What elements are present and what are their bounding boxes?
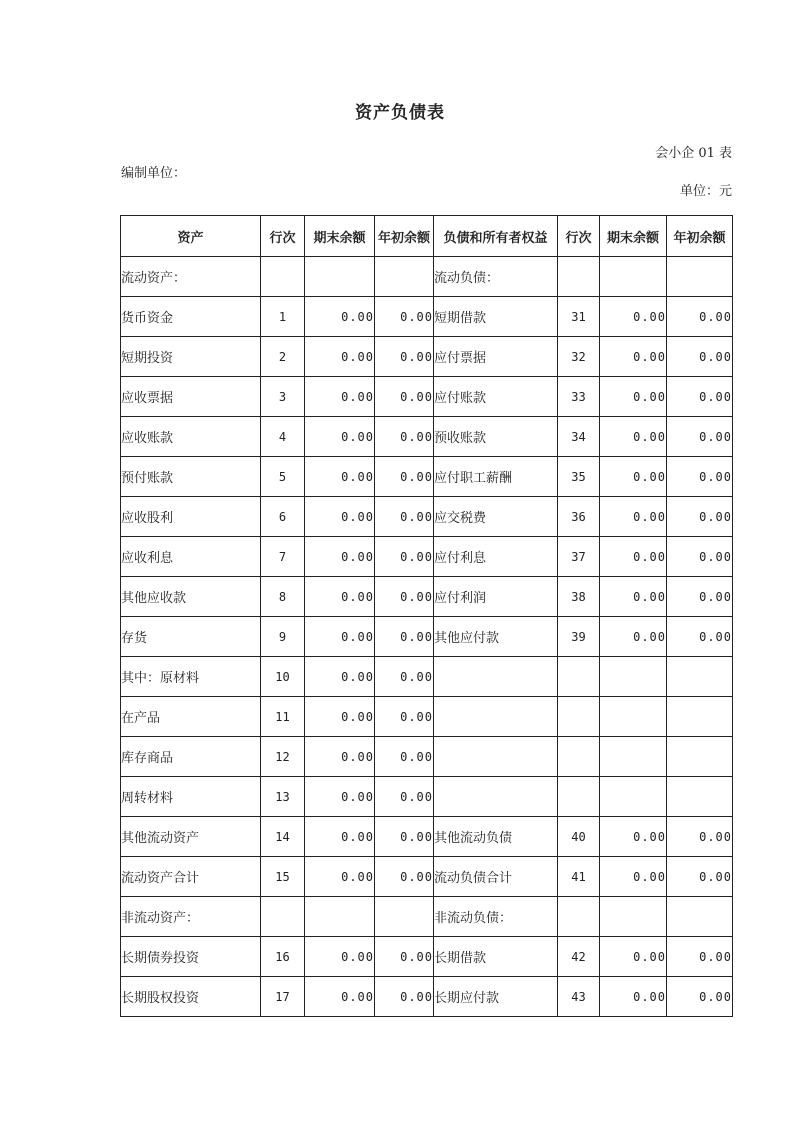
asset-name-cell: 应收股利 xyxy=(121,497,261,537)
asset-row-no-cell: 17 xyxy=(261,977,305,1017)
asset-name-cell: 预付账款 xyxy=(121,457,261,497)
liability-begin-balance-cell: 0.00 xyxy=(667,857,733,897)
liability-name-cell: 应付职工薪酬 xyxy=(434,457,558,497)
liability-row-no-cell xyxy=(558,897,600,937)
liability-row-no-cell: 35 xyxy=(558,457,600,497)
asset-end-balance-cell: 0.00 xyxy=(305,337,375,377)
liability-begin-balance-cell: 0.00 xyxy=(667,817,733,857)
asset-end-balance-cell: 0.00 xyxy=(305,537,375,577)
table-body xyxy=(121,257,733,1017)
asset-name-cell: 其他流动资产 xyxy=(121,817,261,857)
asset-begin-balance-cell: 0.00 xyxy=(375,817,434,857)
liability-end-balance-cell: 0.00 xyxy=(600,817,667,857)
liability-end-balance-cell: 0.00 xyxy=(600,537,667,577)
asset-row-no-cell: 11 xyxy=(261,697,305,737)
liability-name-cell: 非流动负债： xyxy=(434,897,558,937)
liability-begin-balance-cell: 0.00 xyxy=(667,417,733,457)
header-asset: 资产 xyxy=(121,216,261,257)
table-row xyxy=(121,657,733,697)
asset-name-cell: 流动资产合计 xyxy=(121,857,261,897)
asset-name-cell: 其他应收款 xyxy=(121,577,261,617)
asset-name-cell: 其中：原材料 xyxy=(121,657,261,697)
liability-row-no-cell: 39 xyxy=(558,617,600,657)
liability-name-cell: 应付利润 xyxy=(434,577,558,617)
liability-name-cell xyxy=(434,777,558,817)
asset-row-no-cell: 5 xyxy=(261,457,305,497)
asset-row-no-cell: 6 xyxy=(261,497,305,537)
asset-name-cell: 非流动资产： xyxy=(121,897,261,937)
asset-begin-balance-cell: 0.00 xyxy=(375,857,434,897)
liability-row-no-cell: 36 xyxy=(558,497,600,537)
form-code: 会小企 01 表 xyxy=(655,146,732,161)
liability-begin-balance-cell xyxy=(667,777,733,817)
liability-row-no-cell xyxy=(558,777,600,817)
asset-end-balance-cell xyxy=(305,257,375,297)
asset-end-balance-cell: 0.00 xyxy=(305,737,375,777)
liability-end-balance-cell xyxy=(600,257,667,297)
asset-begin-balance-cell: 0.00 xyxy=(375,577,434,617)
liability-end-balance-cell xyxy=(600,697,667,737)
table-row xyxy=(121,377,733,417)
table-row xyxy=(121,697,733,737)
asset-begin-balance-cell: 0.00 xyxy=(375,537,434,577)
liability-row-no-cell: 40 xyxy=(558,817,600,857)
asset-name-cell: 存货 xyxy=(121,617,261,657)
asset-end-balance-cell: 0.00 xyxy=(305,697,375,737)
balance-sheet-table xyxy=(120,215,733,1017)
asset-row-no-cell: 14 xyxy=(261,817,305,857)
table-row xyxy=(121,977,733,1017)
asset-name-cell: 周转材料 xyxy=(121,777,261,817)
asset-name-cell: 应收账款 xyxy=(121,417,261,457)
table-row xyxy=(121,617,733,657)
asset-begin-balance-cell: 0.00 xyxy=(375,777,434,817)
liability-begin-balance-cell: 0.00 xyxy=(667,977,733,1017)
liability-name-cell: 其他应付款 xyxy=(434,617,558,657)
asset-row-no-cell: 9 xyxy=(261,617,305,657)
liability-row-no-cell: 41 xyxy=(558,857,600,897)
liability-end-balance-cell: 0.00 xyxy=(600,377,667,417)
header-begin-balance: 年初余额 xyxy=(375,216,434,257)
liability-row-no-cell: 42 xyxy=(558,937,600,977)
page-title: 资产负债表 xyxy=(355,103,445,123)
liability-begin-balance-cell: 0.00 xyxy=(667,617,733,657)
asset-end-balance-cell: 0.00 xyxy=(305,977,375,1017)
liability-begin-balance-cell: 0.00 xyxy=(667,377,733,417)
asset-begin-balance-cell: 0.00 xyxy=(375,377,434,417)
asset-begin-balance-cell xyxy=(375,257,434,297)
liability-name-cell xyxy=(434,697,558,737)
liability-end-balance-cell: 0.00 xyxy=(600,457,667,497)
liability-begin-balance-cell: 0.00 xyxy=(667,457,733,497)
table-row xyxy=(121,297,733,337)
liability-end-balance-cell: 0.00 xyxy=(600,417,667,457)
asset-name-cell: 流动资产： xyxy=(121,257,261,297)
asset-row-no-cell: 4 xyxy=(261,417,305,457)
asset-begin-balance-cell: 0.00 xyxy=(375,657,434,697)
asset-end-balance-cell: 0.00 xyxy=(305,777,375,817)
asset-begin-balance-cell: 0.00 xyxy=(375,737,434,777)
asset-begin-balance-cell: 0.00 xyxy=(375,417,434,457)
asset-name-cell: 库存商品 xyxy=(121,737,261,777)
asset-end-balance-cell: 0.00 xyxy=(305,657,375,697)
asset-name-cell: 货币资金 xyxy=(121,297,261,337)
asset-row-no-cell: 10 xyxy=(261,657,305,697)
liability-name-cell: 应付票据 xyxy=(434,337,558,377)
liability-row-no-cell xyxy=(558,737,600,777)
asset-end-balance-cell: 0.00 xyxy=(305,497,375,537)
asset-begin-balance-cell xyxy=(375,897,434,937)
liability-row-no-cell: 34 xyxy=(558,417,600,457)
asset-row-no-cell: 8 xyxy=(261,577,305,617)
liability-begin-balance-cell: 0.00 xyxy=(667,537,733,577)
liability-row-no-cell: 43 xyxy=(558,977,600,1017)
header-begin-balance-2: 年初余额 xyxy=(667,216,733,257)
liability-row-no-cell xyxy=(558,697,600,737)
liability-name-cell: 长期应付款 xyxy=(434,977,558,1017)
liability-end-balance-cell: 0.00 xyxy=(600,977,667,1017)
liability-end-balance-cell xyxy=(600,737,667,777)
asset-row-no-cell: 2 xyxy=(261,337,305,377)
asset-row-no-cell xyxy=(261,897,305,937)
liability-begin-balance-cell: 0.00 xyxy=(667,337,733,377)
table-row xyxy=(121,817,733,857)
asset-row-no-cell: 3 xyxy=(261,377,305,417)
asset-name-cell: 短期投资 xyxy=(121,337,261,377)
liability-row-no-cell: 33 xyxy=(558,377,600,417)
asset-end-balance-cell: 0.00 xyxy=(305,617,375,657)
liability-begin-balance-cell xyxy=(667,657,733,697)
table-row xyxy=(121,417,733,457)
table-row xyxy=(121,337,733,377)
liability-row-no-cell xyxy=(558,657,600,697)
liability-begin-balance-cell: 0.00 xyxy=(667,937,733,977)
asset-end-balance-cell: 0.00 xyxy=(305,817,375,857)
asset-row-no-cell: 7 xyxy=(261,537,305,577)
asset-row-no-cell: 12 xyxy=(261,737,305,777)
liability-end-balance-cell: 0.00 xyxy=(600,617,667,657)
asset-name-cell: 应收票据 xyxy=(121,377,261,417)
table-row xyxy=(121,457,733,497)
asset-end-balance-cell: 0.00 xyxy=(305,297,375,337)
asset-row-no-cell: 15 xyxy=(261,857,305,897)
asset-name-cell: 长期债券投资 xyxy=(121,937,261,977)
liability-row-no-cell xyxy=(558,257,600,297)
liability-begin-balance-cell xyxy=(667,897,733,937)
asset-row-no-cell xyxy=(261,257,305,297)
asset-end-balance-cell: 0.00 xyxy=(305,577,375,617)
asset-begin-balance-cell: 0.00 xyxy=(375,697,434,737)
asset-begin-balance-cell: 0.00 xyxy=(375,937,434,977)
table-row xyxy=(121,857,733,897)
asset-begin-balance-cell: 0.00 xyxy=(375,497,434,537)
liability-end-balance-cell: 0.00 xyxy=(600,297,667,337)
table-row xyxy=(121,577,733,617)
liability-end-balance-cell: 0.00 xyxy=(600,937,667,977)
table-row xyxy=(121,937,733,977)
liability-end-balance-cell xyxy=(600,657,667,697)
liability-row-no-cell: 38 xyxy=(558,577,600,617)
table-row xyxy=(121,777,733,817)
liability-begin-balance-cell xyxy=(667,257,733,297)
liability-end-balance-cell: 0.00 xyxy=(600,577,667,617)
liability-name-cell: 长期借款 xyxy=(434,937,558,977)
table-row xyxy=(121,257,733,297)
header-row-no-2: 行次 xyxy=(558,216,600,257)
liability-begin-balance-cell xyxy=(667,737,733,777)
table-row xyxy=(121,897,733,937)
liability-row-no-cell: 37 xyxy=(558,537,600,577)
liability-name-cell: 应交税费 xyxy=(434,497,558,537)
liability-begin-balance-cell xyxy=(667,697,733,737)
header-row-no: 行次 xyxy=(261,216,305,257)
liability-end-balance-cell: 0.00 xyxy=(600,857,667,897)
liability-row-no-cell: 31 xyxy=(558,297,600,337)
asset-name-cell: 应收利息 xyxy=(121,537,261,577)
liability-name-cell: 预收账款 xyxy=(434,417,558,457)
asset-end-balance-cell: 0.00 xyxy=(305,457,375,497)
unit-label: 单位：元 xyxy=(679,184,732,199)
liability-row-no-cell: 32 xyxy=(558,337,600,377)
asset-end-balance-cell: 0.00 xyxy=(305,937,375,977)
table-header-row xyxy=(121,216,733,257)
liability-name-cell: 流动负债合计 xyxy=(434,857,558,897)
asset-end-balance-cell xyxy=(305,897,375,937)
liability-end-balance-cell: 0.00 xyxy=(600,337,667,377)
liability-name-cell: 应付利息 xyxy=(434,537,558,577)
asset-end-balance-cell: 0.00 xyxy=(305,377,375,417)
liability-end-balance-cell xyxy=(600,897,667,937)
header-liabilities-equity: 负债和所有者权益 xyxy=(434,216,558,257)
asset-begin-balance-cell: 0.00 xyxy=(375,977,434,1017)
asset-name-cell: 长期股权投资 xyxy=(121,977,261,1017)
asset-begin-balance-cell: 0.00 xyxy=(375,297,434,337)
asset-begin-balance-cell: 0.00 xyxy=(375,457,434,497)
asset-row-no-cell: 13 xyxy=(261,777,305,817)
liability-end-balance-cell: 0.00 xyxy=(600,497,667,537)
asset-end-balance-cell: 0.00 xyxy=(305,417,375,457)
asset-row-no-cell: 1 xyxy=(261,297,305,337)
table-row xyxy=(121,497,733,537)
header-end-balance: 期末余额 xyxy=(305,216,375,257)
liability-name-cell: 流动负债： xyxy=(434,257,558,297)
liability-end-balance-cell xyxy=(600,777,667,817)
liability-name-cell: 应付账款 xyxy=(434,377,558,417)
liability-begin-balance-cell: 0.00 xyxy=(667,297,733,337)
asset-name-cell: 在产品 xyxy=(121,697,261,737)
liability-name-cell xyxy=(434,657,558,697)
table-row xyxy=(121,537,733,577)
table-row xyxy=(121,737,733,777)
liability-begin-balance-cell: 0.00 xyxy=(667,497,733,537)
liability-name-cell: 短期借款 xyxy=(434,297,558,337)
liability-name-cell xyxy=(434,737,558,777)
compiler-label: 编制单位： xyxy=(121,166,187,181)
liability-name-cell: 其他流动负债 xyxy=(434,817,558,857)
asset-begin-balance-cell: 0.00 xyxy=(375,337,434,377)
asset-end-balance-cell: 0.00 xyxy=(305,857,375,897)
liability-begin-balance-cell: 0.00 xyxy=(667,577,733,617)
asset-row-no-cell: 16 xyxy=(261,937,305,977)
asset-begin-balance-cell: 0.00 xyxy=(375,617,434,657)
header-end-balance-2: 期末余额 xyxy=(600,216,667,257)
